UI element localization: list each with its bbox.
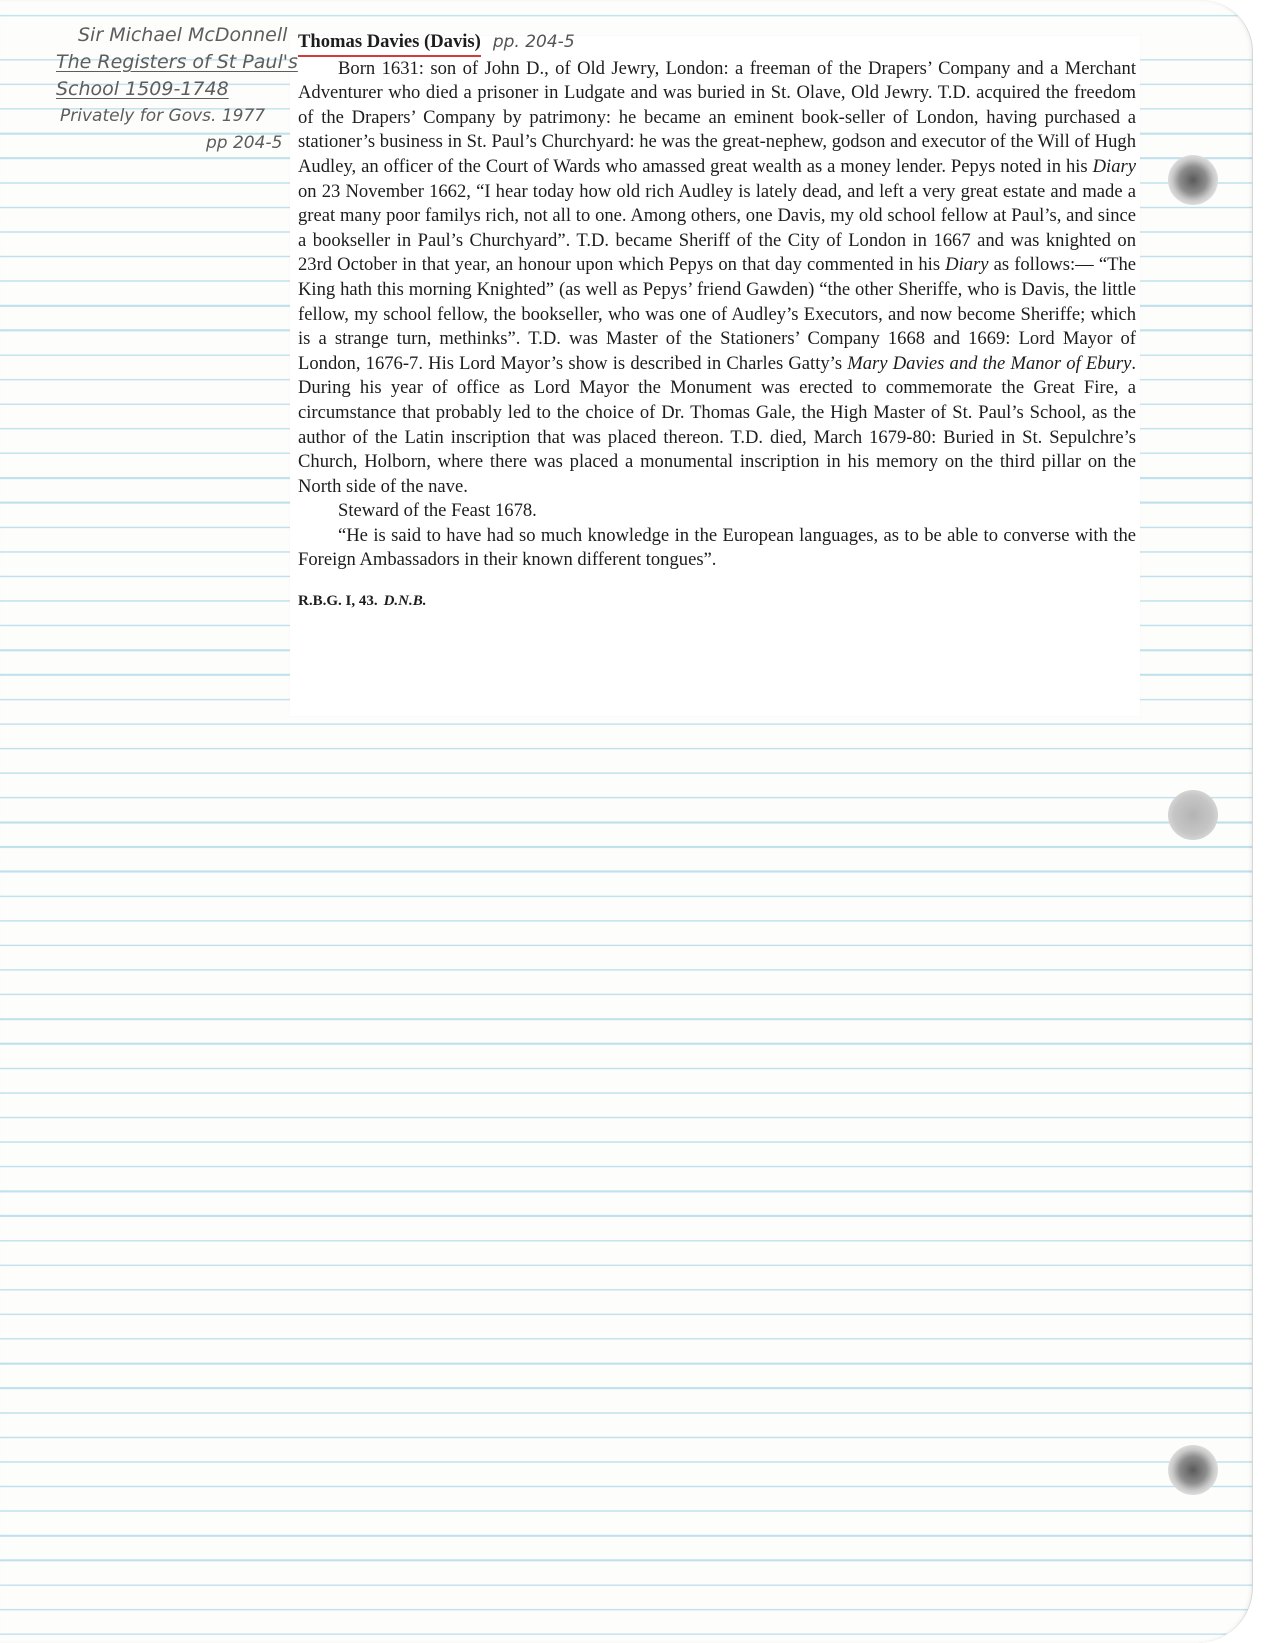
margin-publisher: Privately for Govs. 1977 xyxy=(60,106,266,126)
entry-paragraph-biography xyxy=(298,57,1136,500)
margin-pages: pp 204-5 xyxy=(206,133,283,153)
register-entry xyxy=(298,30,1136,614)
entry-paragraph-steward: Steward of the Feast 1678. xyxy=(338,500,537,522)
handwritten-pages: pp. 204-5 xyxy=(492,32,575,52)
punch-hole xyxy=(1168,155,1218,205)
entry-heading: Thomas Davies (Davis) xyxy=(298,30,481,57)
margin-book-subtitle: School 1509-1748 xyxy=(56,78,229,100)
reference-dnb: D.N.B. xyxy=(383,593,427,610)
heading-line xyxy=(298,30,1136,57)
entry-references xyxy=(298,589,1136,614)
handwritten-margin-note xyxy=(56,22,296,157)
italic-title: Diary xyxy=(1092,155,1136,177)
punch-hole xyxy=(1168,790,1218,840)
text-run: . During his year of office as Lord Mayor the Monument was erected to commemorate the Great Fire, a circumstance that probably led to the choice of Dr. Thomas Gale, the High Master of St. Paul’s School, as the author of the Latin inscription that was placed thereon. T.D. died, March 1679-80: Buried in St. Sepulchre’s Church, Holborn, where there was placed a monumental inscription in his memory on the third pillar on the North side of the nave. xyxy=(298,352,1137,497)
italic-title: Mary Davies and the Manor of Ebury xyxy=(847,352,1132,374)
reference-rbg: R.B.G. I, 43. xyxy=(298,593,378,610)
text-run: Born 1631: son of John D., of Old Jewry, London: a freeman of the Drapers’ Company and a Merchant Adventurer who died a prisoner in Ludgate and was buried in St. Olave, Old Jewry. T.D. acquired the freedom of the Drapers’ Company by patrimony: he became an eminent book-seller of London, having purchased a stationer’s business in St. Paul’s Churchyard: he was the great-nephew, godson and executor of the Will of Hugh Audley, an officer of the Court of Wards who amassed great wealth as a money lender. Pepys noted in his xyxy=(298,57,1136,177)
punch-hole xyxy=(1168,1445,1218,1495)
text-run: as follows:— “The King hath this morning Knighted” (as well as Pepys’ friend Gawden) “the other Sheriffe, who is Davis, the little fellow, my school fellow, the bookseller, who was one of Audley’s Executors, and now become Sheriffe; which is a strange turn, methinks”. T.D. was Master of the Stationers’ Company 1668 and 1669: Lord Mayor of London, 1676-7. His Lord Mayor’s show is described in Charles Gatty’s xyxy=(298,254,1136,374)
text-run: on 23 November 1662, “I hear today how old rich Audley is lately dead, and left a very great estate and made a great many poor familys rich, not all to one. Among others, one Davis, my old school fellow at Paul’s, and since a bookseller in Paul’s Churchyard”. T.D. became Sheriff of the City of London in 1667 and was knighted on 23rd October in that year, an honour upon which Pepys on that day commented in his xyxy=(298,180,1136,276)
entry-paragraph-quote: “He is said to have had so much knowledge in the European languages, as to be able to converse with the Foreign Ambassadors in their known different tongues”. xyxy=(298,524,1136,571)
margin-author: Sir Michael McDonnell xyxy=(78,24,288,46)
italic-title: Diary xyxy=(945,254,989,276)
margin-book-title: The Registers of St Paul's xyxy=(56,51,298,73)
